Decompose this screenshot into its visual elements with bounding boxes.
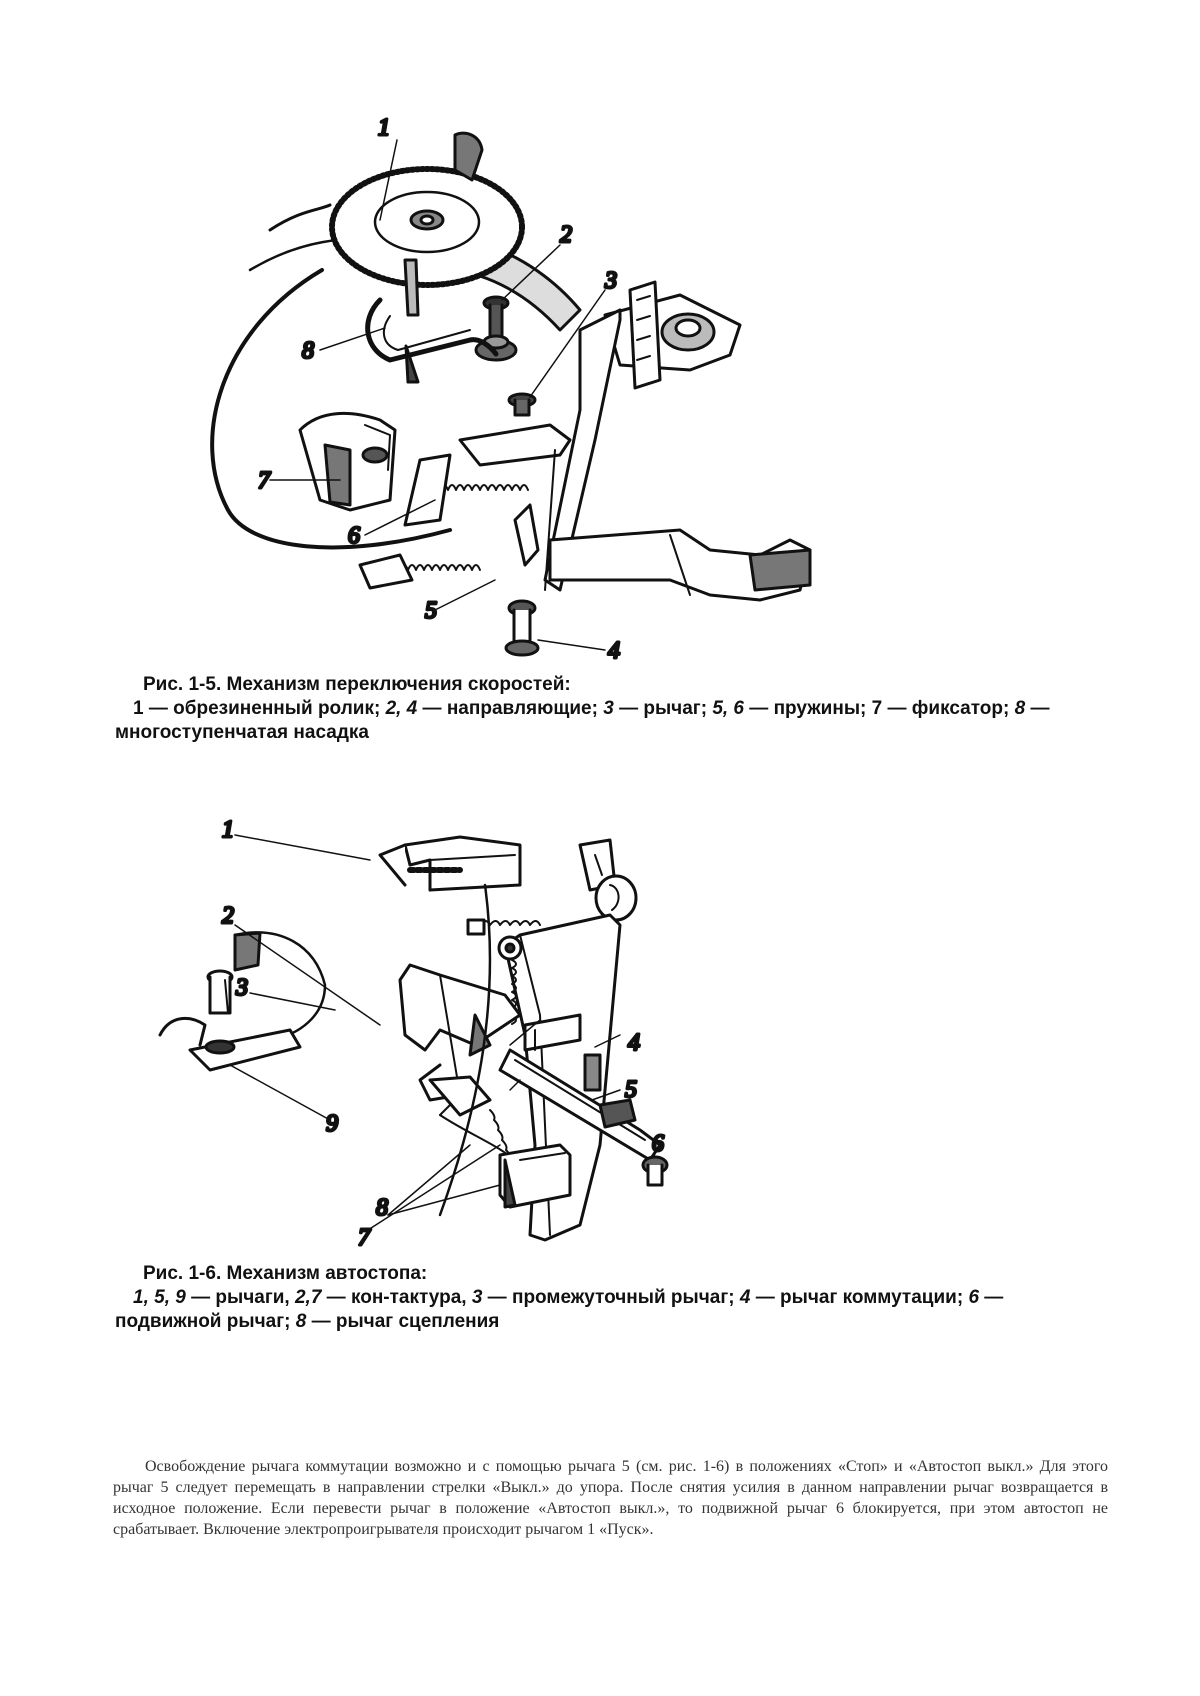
figure-1-6-drawing <box>140 815 740 1250</box>
figure-1-5-caption <box>115 673 1108 745</box>
callout-3: 3 <box>236 975 248 1001</box>
legend-num: 3 <box>471 1287 483 1308</box>
figure-1-6-legend <box>115 1286 1108 1334</box>
callout-8: 8 <box>376 1195 388 1221</box>
callout-3: 3 <box>605 268 617 294</box>
callout-9: 9 <box>326 1111 338 1137</box>
legend-text: — рычаг коммутации; <box>750 1287 969 1308</box>
rubber-roller <box>332 169 522 285</box>
legend-num: 1 <box>133 698 144 719</box>
callout-5: 5 <box>425 598 437 624</box>
figure-1-6-caption <box>115 1262 1108 1334</box>
figure-1-5-drawing <box>150 110 910 670</box>
callout-7: 7 <box>258 468 270 494</box>
legend-num: 2,7 <box>294 1287 322 1308</box>
legend-num: 8 <box>1014 698 1026 719</box>
legend-num: 5, 6 <box>712 698 745 719</box>
legend-text: — фиксатор; <box>882 698 1015 719</box>
callout-2: 2 <box>560 222 572 248</box>
figure-1-5-title: Рис. 1-5. Механизм переключения скоростей: <box>143 674 571 695</box>
callout-6: 6 <box>348 523 360 549</box>
callout-1: 1 <box>378 115 390 141</box>
callout-4: 4 <box>608 638 620 664</box>
legend-num: 2, 4 <box>385 698 418 719</box>
legend-text: — многоступенчатая насадка <box>115 698 1050 743</box>
legend-text: — рычаг сцепления <box>306 1311 500 1332</box>
legend-text: — пружины; <box>744 698 872 719</box>
figure-1-6-title: Рис. 1-6. Механизм автостопа: <box>143 1263 428 1284</box>
legend-text: — направляющие; <box>417 698 604 719</box>
legend-num: 4 <box>739 1287 751 1308</box>
legend-text: — промежуточный рычаг; <box>482 1287 740 1308</box>
legend-num: 7 <box>871 698 883 719</box>
callout-8: 8 <box>302 338 314 364</box>
body-paragraph: Освобождение рычага коммутации возможно и с помощью рычага 5 (см. рис. 1-6) в положениях «Стоп» и «Автостоп выкл.» Для этого рычаг 5 следует перемещать в направлении стрелки «Выкл.» до упора. После снятия усилия в данном направлении рычаг возвращается в исходное положение. Если перевести рычаг в положение «Автостоп выкл.», то подвижной рычаг 6 блокируется, при этом автостоп не срабатывает. Включение электропроигрывателя происходит рычагом 1 «Пуск». <box>113 1458 1108 1538</box>
callout-2: 2 <box>222 903 234 929</box>
legend-num: 8 <box>295 1311 307 1332</box>
callout-7: 7 <box>358 1225 370 1250</box>
figure-1-5-legend <box>115 697 1108 745</box>
legend-text: — подвижной рычаг; <box>115 1287 1004 1332</box>
legend-text: — кон-тактура, <box>321 1287 472 1308</box>
callout-1: 1 <box>222 817 234 843</box>
callout-4: 4 <box>628 1030 640 1056</box>
legend-num: 1, 5, 9 <box>133 1287 186 1308</box>
callout-6: 6 <box>652 1131 664 1157</box>
legend-text: — рычаги, <box>185 1287 295 1308</box>
legend-text: — рычаг; <box>613 698 713 719</box>
legend-text: — обрезиненный ролик; <box>143 698 386 719</box>
legend-num: 6 <box>968 1287 980 1308</box>
callout-5: 5 <box>625 1077 637 1103</box>
legend-num: 3 <box>603 698 614 719</box>
